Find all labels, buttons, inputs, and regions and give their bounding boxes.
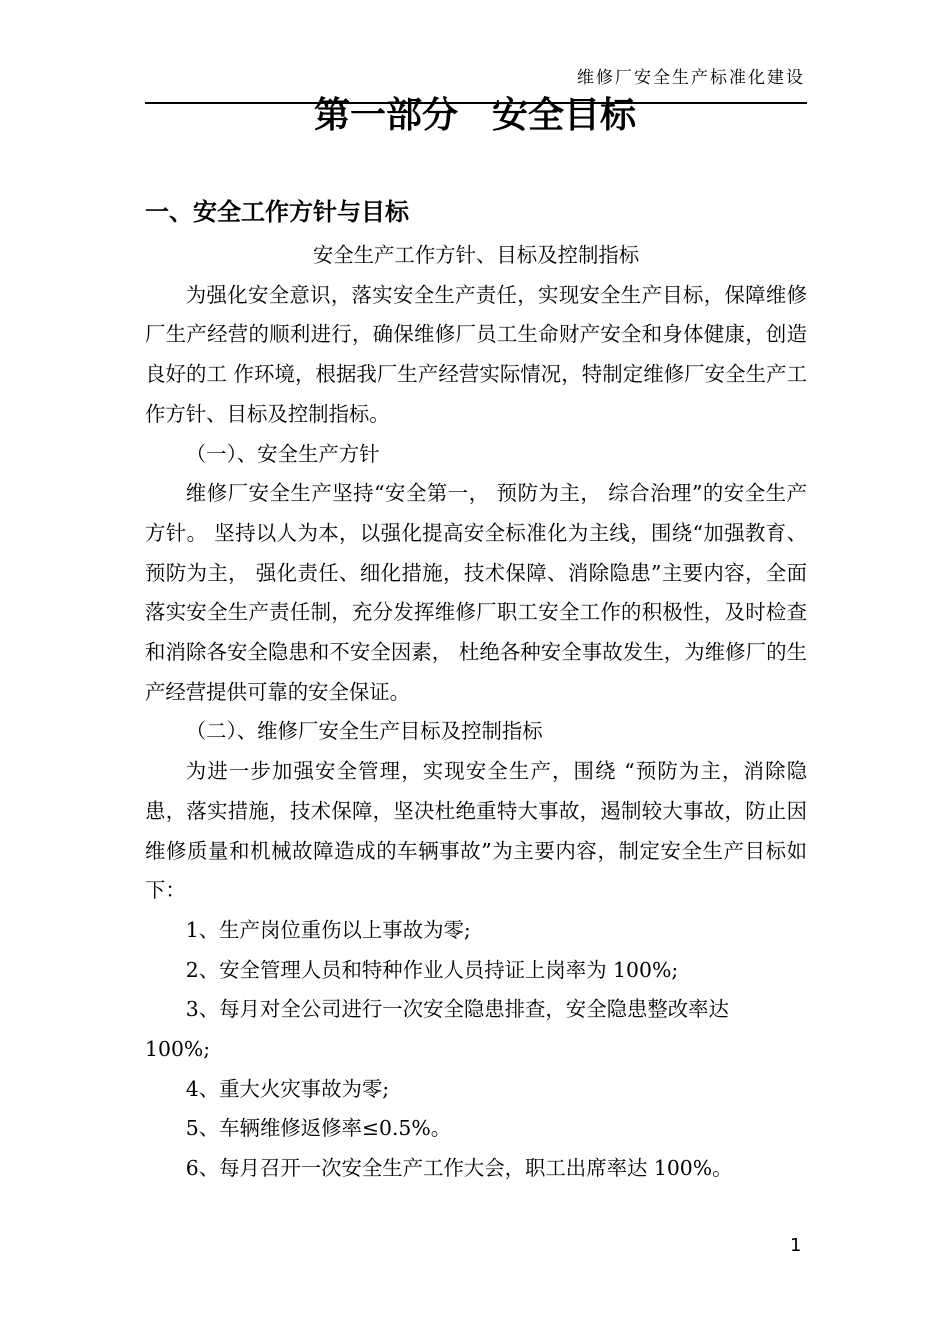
target-item-5: 5、车辆维修返修率≤0.5%。 — [185, 1116, 452, 1141]
sub1-title: （一）、安全生产方针 — [185, 441, 380, 466]
document-body — [145, 236, 807, 1189]
sub2-paragraph: 为进一步加强安全管理，实现安全生产，围绕 “预防为主，消除隐患，落实措施，技术保障，坚决杜绝重特大事故，遏制较大事故，防止因维修质量和机械故障造成的车辆事故”为主要内容，制定安全生产目标如下： — [145, 759, 807, 903]
target-item-4: 4、重大火灾事故为零; — [185, 1076, 390, 1101]
target-item-3-cont: 100%; — [145, 1037, 211, 1062]
section-heading: 一、安全工作方针与目标 — [145, 198, 409, 226]
running-header: 维修厂安全生产标准化建设 — [577, 68, 805, 88]
target-item-1: 1、生产岗位重伤以上事故为零; — [185, 917, 471, 942]
intro-paragraph: 为强化安全意识，落实安全生产责任，实现安全生产目标，保障维修厂生产经营的顺利进行，确保维修厂员工生命财产安全和身体健康，创造良好的工 作环境，根据我厂生产经营实际情况，特制定维修厂安全生产工作方针、目标及控制指标。 — [145, 282, 807, 426]
target-item-6: 6、每月召开一次安全生产工作大会，职工出席率达 100%。 — [185, 1156, 733, 1181]
page-number: 1 — [790, 1235, 802, 1256]
sub1-paragraph: 维修厂安全生产坚持“安全第一， 预防为主， 综合治理”的安全生产方针。 坚持以人为本，以强化提高安全标准化为主线，围绕“加强教育、预防为主， 强化责任、细化措施，技术保障、消除隐患”主要内容，全面落实安全生产责任制，充分发挥维修厂职工安全工作的积极性，及时检查和消除各安全隐患和不安全因素， 杜绝各种安全事故发生，为维修厂的生产经营提供可靠的安全保证。 — [145, 481, 807, 704]
target-item-3: 3、每月对全公司进行一次安全隐患排查，安全隐患整改率达 — [185, 997, 729, 1022]
part-title-left: 第一部分 — [313, 95, 458, 136]
sub2-title: （二）、维修厂安全生产目标及控制指标 — [185, 719, 543, 744]
part-title — [0, 92, 950, 140]
section-subheading: 安全生产工作方针、目标及控制指标 — [312, 243, 640, 267]
part-title-right: 安全目标 — [492, 95, 637, 136]
target-item-2: 2、安全管理人员和特种作业人员持证上岗率为 100%; — [185, 957, 679, 982]
